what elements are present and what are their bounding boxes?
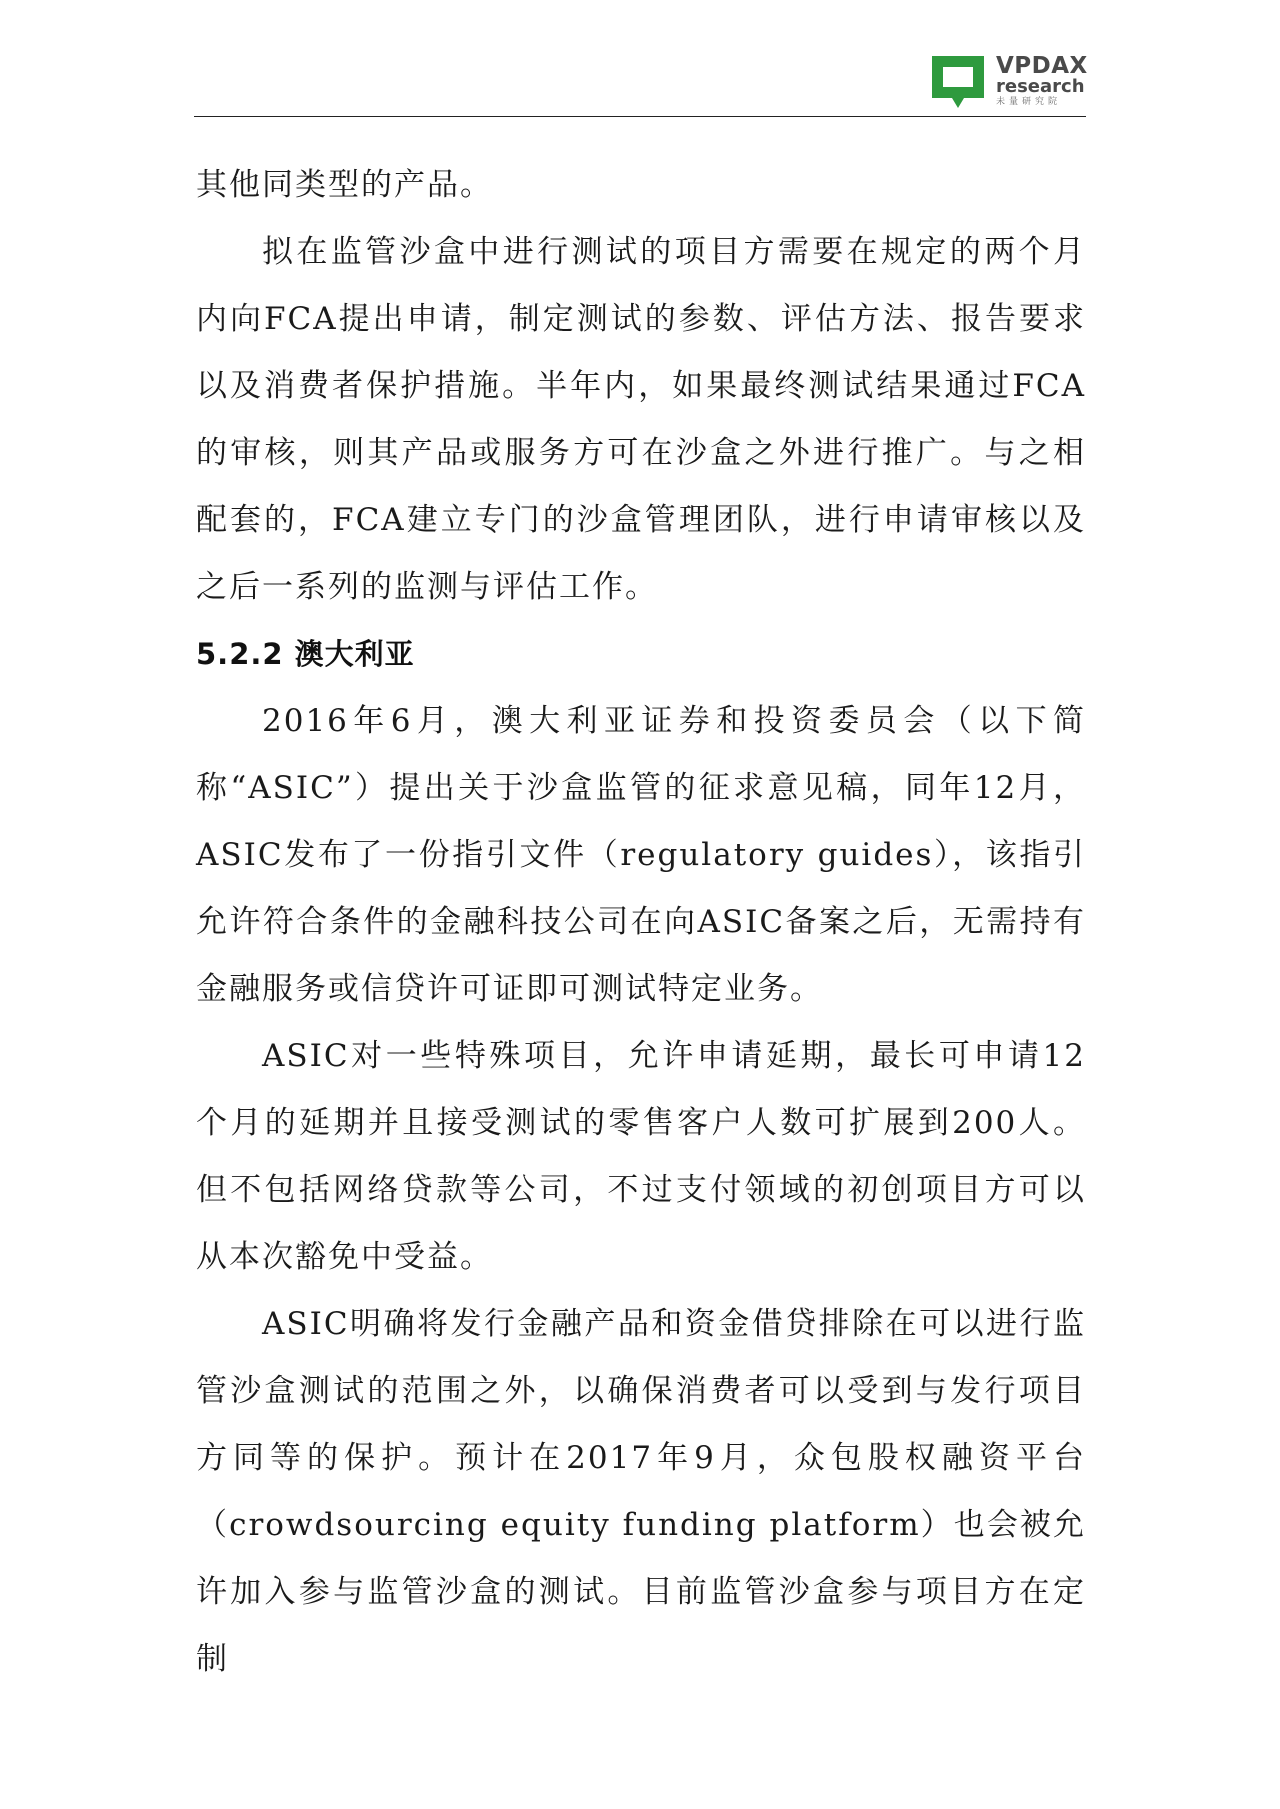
document-body — [196, 152, 1086, 1693]
paragraph: ASIC对一些特殊项目，允许申请延期，最长可申请12个月的延期并且接受测试的零售客户人数可扩展到200人。但不包括网络贷款等公司，不过支付领域的初创项目方可以从本次豁免中受益。 — [196, 1038, 1086, 1275]
vpdax-logo — [928, 52, 1088, 114]
section-heading: 5.2.2 澳大利亚 — [196, 637, 415, 671]
logo-chinese-name: 未量研究院 — [996, 97, 1062, 107]
paragraph: 其他同类型的产品。 — [196, 167, 493, 203]
logo-subtitle: research — [996, 76, 1085, 97]
header-divider — [194, 116, 1086, 117]
vpdax-logo-icon — [928, 52, 988, 112]
paragraph: ASIC明确将发行金融产品和资金借贷排除在可以进行监管沙盒测试的范围之外，以确保消费者可以受到与发行项目方同等的保护。预计在2017年9月，众包股权融资平台（crowdsourcing equity funding platform）也会被允许加入参与监管沙盒的测试。目前监管沙盒参与项目方在定制 — [196, 1306, 1086, 1677]
paragraph: 拟在监管沙盒中进行测试的项目方需要在规定的两个月内向FCA提出申请，制定测试的参数、评估方法、报告要求以及消费者保护措施。半年内，如果最终测试结果通过FCA的审核，则其产品或服务方可在沙盒之外进行推广。与之相配套的，FCA建立专门的沙盒管理团队，进行申请审核以及之后一系列的监测与评估工作。 — [196, 234, 1086, 605]
logo-brand: VPDAX — [996, 53, 1088, 79]
paragraph: 2016年6月，澳大利亚证券和投资委员会（以下简称“ASIC”）提出关于沙盒监管的征求意见稿，同年12月，ASIC发布了一份指引文件（regulatory guides），该指引允许符合条件的金融科技公司在向ASIC备案之后，无需持有金融服务或信贷许可证即可测试特定业务。 — [196, 703, 1086, 1007]
logo-text — [996, 54, 1088, 108]
